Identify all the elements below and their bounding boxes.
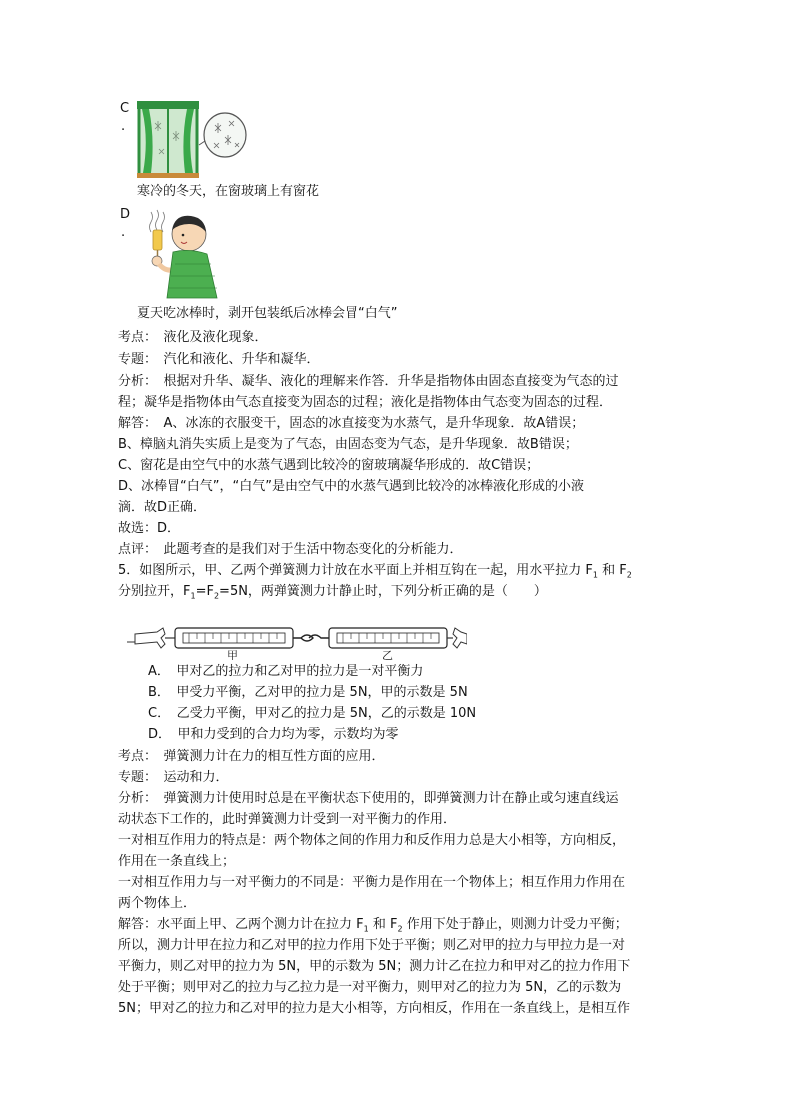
- q5-jieda-5: 5N；甲对乙的拉力和乙对甲的拉力是大小相等，方向相反，作用在一条直线上，是相互作: [118, 1001, 630, 1016]
- option-c-dot: .: [121, 119, 126, 134]
- q4-fenxi-1: 分析： 根据对升华、凝华、液化的理解来作答．升华是指物体由固态直接变为气态的过: [118, 374, 619, 389]
- option-d-dot: .: [121, 225, 126, 240]
- boy-popsicle-image: [145, 208, 223, 300]
- q4-kaodian: 考点： 液化及液化现象．: [118, 330, 268, 345]
- scale-label-left: 甲: [227, 649, 238, 660]
- q4-jieda-2: B、樟脑丸消失实质上是变为了气态，由固态变为气态，是升华现象．故B错误；: [118, 437, 578, 452]
- option-c-caption: 寒冷的冬天，在窗玻璃上有窗花: [137, 184, 320, 199]
- option-c-letter: C: [120, 101, 130, 116]
- q4-jieda-3: C、窗花是由空气中的水蒸气遇到比较冷的窗玻璃凝华形成的．故C错误；: [118, 458, 540, 473]
- q4-jieda-1: 解答： A、冰冻的衣服变干，固态的冰直接变为水蒸气，是升华现象．故A错误；: [118, 416, 585, 431]
- scale-label-right: 乙: [382, 649, 393, 660]
- q5-p1-1: 一对相互作用力的特点是：两个物体之间的作用力和反作用力总是大小相等，方向相反，: [118, 833, 626, 848]
- frost-window-image: [137, 99, 249, 179]
- q5-jieda-1: 解答：水平面上甲、乙两个测力计在拉力 $F_1$ 和 $F_2$ 作用下处于静止，则测力计受力平衡；: [118, 917, 628, 934]
- option-d-letter: D: [120, 207, 131, 222]
- q4-dianping: 点评： 此题考查的是我们对于生活中物态变化的分析能力．: [118, 542, 463, 557]
- q5-fenxi-2: 动状态下工作的，此时弹簧测力计受到一对平衡力的作用．: [118, 812, 457, 827]
- q5-jieda-4: 处于平衡；则甲对乙的拉力与乙拉力是一对平衡力，则甲对乙的拉力为 5N，乙的示数为: [118, 980, 622, 995]
- q5-option-a: A． 甲对乙的拉力和乙对甲的拉力是一对平衡力: [148, 664, 424, 679]
- q4-jieda-4: D、冰棒冒“白气”，“白气”是由空气中的水蒸气遇到比较冷的冰棒液化形成的小液: [118, 479, 584, 494]
- q5-stem-line-1: 5．如图所示，甲、乙两个弹簧测力计放在水平面上并相互钩在一起，用水平拉力 $F_1$ 和 $F_2$: [118, 563, 632, 580]
- q5-p2-1: 一对相互作用力与一对平衡力的不同是：平衡力是作用在一个物体上；相互作用力作用在: [118, 875, 626, 890]
- q5-p2-2: 两个物体上．: [118, 896, 197, 911]
- q5-zhuanti: 专题： 运动和力．: [118, 770, 229, 785]
- q4-fenxi-2: 程；凝华是指物体由气态直接变为固态的过程；液化是指物体由气态变为固态的过程．: [118, 395, 613, 410]
- q5-option-b: B． 甲受力平衡，乙对甲的拉力是 5N，甲的示数是 5N: [148, 685, 468, 700]
- q4-zhuanti: 专题： 汽化和液化、升华和凝华．: [118, 352, 320, 367]
- q5-jieda-3: 平衡力，则乙对甲的拉力为 5N，甲的示数为 5N；测力计乙在拉力和甲对乙的拉力作用下: [118, 959, 631, 974]
- q5-stem-line-2: 分别拉开，$F_1=F_2=5N$，两弹簧测力计静止时，下列分析正确的是（ ）: [118, 584, 547, 601]
- q5-option-c: C． 乙受力平衡，甲对乙的拉力是 5N，乙的示数是 10N: [148, 706, 477, 721]
- spring-scales-figure: [127, 604, 467, 660]
- q5-jieda-2: 所以，测力计甲在拉力和乙对甲的拉力作用下处于平衡；则乙对甲的拉力与甲拉力是一对: [118, 938, 626, 953]
- q5-kaodian: 考点： 弹簧测力计在力的相互性方面的应用．: [118, 749, 385, 764]
- option-d-caption: 夏天吃冰棒时，剥开包装纸后冰棒会冒“白气”: [137, 306, 398, 321]
- q4-guxuan: 故选：D．: [118, 521, 181, 536]
- q5-fenxi-1: 分析： 弹簧测力计使用时总是在平衡状态下使用的，即弹簧测力计在静止或匀速直线运: [118, 791, 619, 806]
- q5-p1-2: 作用在一条直线上；: [118, 854, 236, 869]
- q5-option-d: D． 甲和力受到的合力均为零，示数均为零: [148, 727, 399, 742]
- q4-jieda-5: 滴．故D正确．: [118, 500, 207, 515]
